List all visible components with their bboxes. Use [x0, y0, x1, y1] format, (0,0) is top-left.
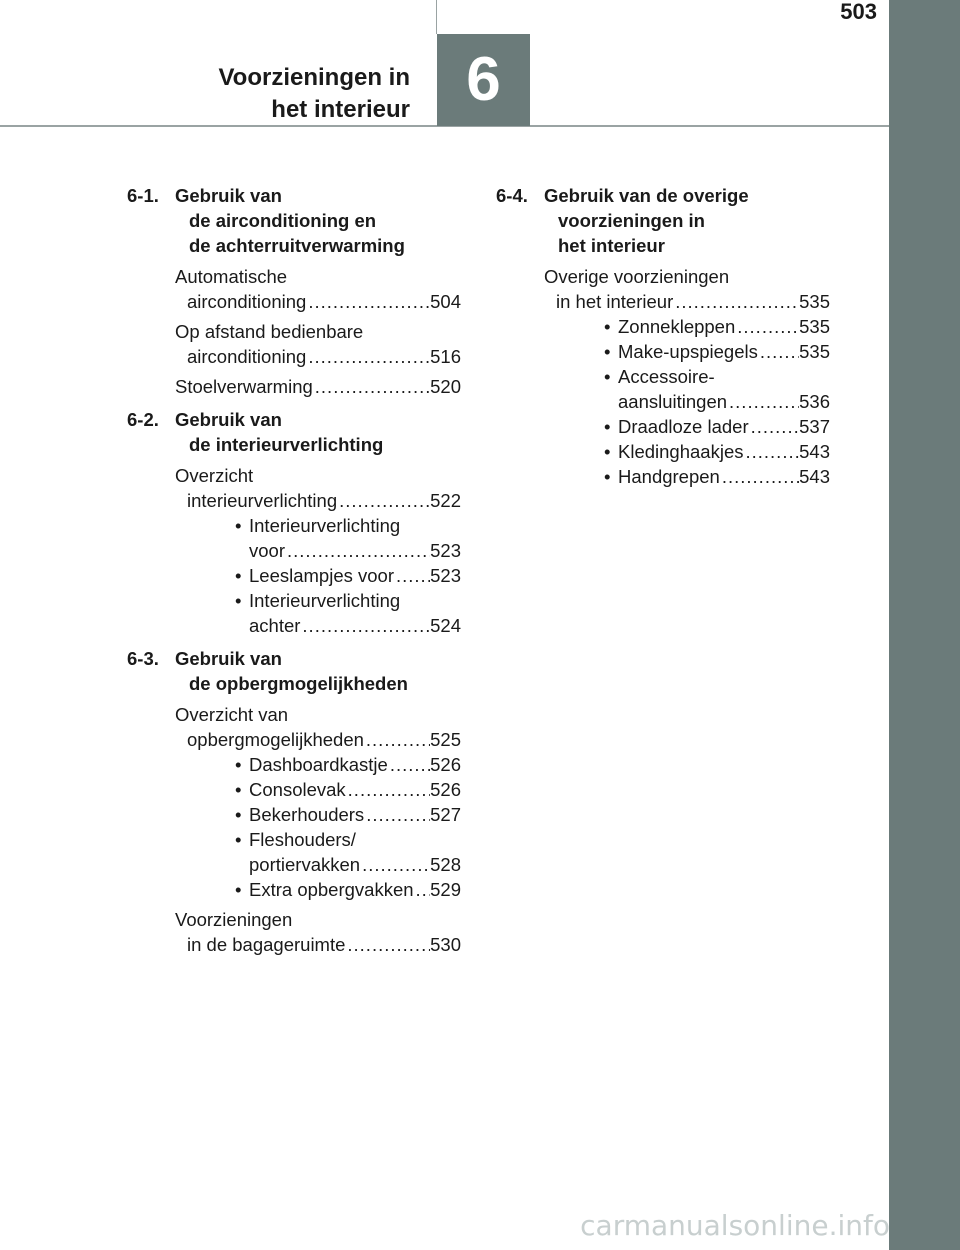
section-heading: [496, 183, 830, 258]
toc-line: [235, 802, 461, 827]
leader-dots: [735, 314, 799, 339]
bullet-icon: •: [235, 804, 242, 825]
section-number: 6-2.: [127, 409, 159, 430]
leader-dots: [673, 289, 799, 314]
toc-section: [127, 407, 461, 638]
leader-dots: [346, 777, 430, 802]
page-ref[interactable]: 523: [430, 540, 461, 561]
toc-subentry[interactable]: [235, 513, 461, 563]
bullet-icon: •: [604, 441, 611, 462]
toc-section: [496, 183, 830, 489]
leader-dots: [388, 752, 430, 777]
toc-line: [235, 777, 461, 802]
toc-line: [235, 588, 461, 613]
toc-line: [544, 264, 830, 289]
toc-subentry[interactable]: [235, 777, 461, 802]
bullet-icon: •: [235, 754, 242, 775]
page-ref[interactable]: 526: [430, 754, 461, 775]
toc-text: Extra opbergvakken: [249, 879, 414, 900]
toc-subentry[interactable]: [235, 588, 461, 638]
toc-text: Op afstand bedienbare: [175, 321, 364, 342]
toc-text: achter: [249, 615, 301, 636]
toc-text: Automatische: [175, 266, 288, 287]
page-ref[interactable]: 526: [430, 779, 461, 800]
page-ref[interactable]: 527: [430, 804, 461, 825]
toc-text: Overzicht: [175, 465, 254, 486]
section-heading: [127, 646, 461, 696]
toc-line: [175, 289, 461, 314]
page-ref[interactable]: 530: [430, 934, 461, 955]
toc-text: Interieurverlichting: [249, 590, 401, 611]
page-ref[interactable]: 523: [430, 565, 461, 586]
toc-text: airconditioning: [187, 346, 307, 367]
section-title-line: voorzieningen in: [558, 210, 705, 231]
toc-line: [604, 339, 830, 364]
page-ref[interactable]: 535: [799, 291, 830, 312]
toc-line: [604, 364, 830, 389]
bullet-icon: •: [235, 565, 242, 586]
toc-right-column: [496, 183, 830, 497]
toc-left-column: [127, 183, 461, 965]
leader-dots: [743, 439, 799, 464]
section-title-line: Gebruik van de overige: [544, 185, 749, 206]
toc-line: [235, 827, 461, 852]
section-heading: [127, 183, 461, 258]
leader-dots: [394, 563, 430, 588]
section-number: 6-1.: [127, 185, 159, 206]
bullet-icon: •: [235, 779, 242, 800]
toc-line: [235, 852, 461, 877]
leader-dots: [758, 339, 799, 364]
toc-line: [175, 932, 461, 957]
page-ref[interactable]: 528: [430, 854, 461, 875]
leader-dots: [364, 727, 430, 752]
toc-entry[interactable]: [175, 374, 461, 399]
toc-line: [235, 538, 461, 563]
toc-line: [235, 563, 461, 588]
page-ref[interactable]: 529: [430, 879, 461, 900]
page-ref[interactable]: 520: [430, 376, 461, 397]
toc-subentry[interactable]: [235, 827, 461, 877]
leader-dots: [720, 464, 799, 489]
toc-text: in de bagageruimte: [187, 934, 346, 955]
toc-line: [604, 389, 830, 414]
section-title-line: Gebruik van: [175, 648, 282, 669]
toc-text: airconditioning: [187, 291, 307, 312]
toc-text: opbergmogelijkheden: [187, 729, 364, 750]
chapter-title: [218, 62, 410, 126]
chapter-title-line1: Voorzieningen in: [218, 64, 410, 91]
toc-text: Stoelverwarming: [175, 376, 313, 397]
chapter-sidebar-tab: [889, 0, 960, 1250]
section-title: [544, 183, 749, 258]
toc-text: aansluitingen: [618, 391, 728, 412]
chapter-number-box: 6: [437, 34, 530, 126]
leader-dots: [414, 877, 431, 902]
toc-line: [175, 488, 461, 513]
leader-dots: [727, 389, 799, 414]
leader-dots: [364, 802, 430, 827]
leader-dots: [313, 374, 430, 399]
toc-text: Accessoire-: [618, 366, 715, 387]
bullet-icon: •: [235, 590, 242, 611]
section-title-line: de achterruitverwarming: [189, 235, 405, 256]
page-ref[interactable]: 535: [799, 341, 830, 362]
bullet-icon: •: [604, 341, 611, 362]
toc-subentry[interactable]: [604, 464, 830, 489]
toc-text: Dashboardkastje: [249, 754, 388, 775]
toc-subentry[interactable]: [604, 439, 830, 464]
toc-line: [235, 513, 461, 538]
toc-subentry[interactable]: [235, 802, 461, 827]
toc-text: portiervakken: [249, 854, 361, 875]
section-title-line: Gebruik van: [175, 409, 282, 430]
leader-dots: [749, 414, 800, 439]
toc-text: Handgrepen: [618, 466, 720, 487]
toc-text: in het interieur: [556, 291, 674, 312]
toc-subentry[interactable]: [604, 364, 830, 414]
toc-text: Leeslampjes voor: [249, 565, 394, 586]
bullet-icon: •: [604, 466, 611, 487]
toc-line: [175, 344, 461, 369]
toc-text: voor: [249, 540, 285, 561]
toc-entry[interactable]: [175, 702, 461, 902]
toc-line: [175, 463, 461, 488]
leader-dots: [285, 538, 430, 563]
toc-line: [604, 464, 830, 489]
toc-entry[interactable]: [175, 463, 461, 638]
toc-line: [235, 613, 461, 638]
toc-text: Kledinghaakjes: [618, 441, 744, 462]
toc-line: [235, 877, 461, 902]
toc-line: [175, 264, 461, 289]
toc-subentry[interactable]: [235, 752, 461, 777]
page-ref[interactable]: 535: [799, 316, 830, 337]
bullet-icon: •: [604, 316, 611, 337]
toc-line: [544, 289, 830, 314]
section-title: [175, 407, 383, 457]
toc-text: Zonnekleppen: [618, 316, 736, 337]
page-ref[interactable]: 516: [430, 346, 461, 367]
toc-text: interieurverlichting: [187, 490, 338, 511]
toc-line: [604, 414, 830, 439]
page-ref[interactable]: 504: [430, 291, 461, 312]
page-ref[interactable]: 536: [799, 391, 830, 412]
leader-dots: [306, 289, 430, 314]
bullet-icon: •: [235, 515, 242, 536]
page-ref[interactable]: 537: [799, 416, 830, 437]
toc-line: [235, 752, 461, 777]
toc-line: [175, 727, 461, 752]
section-heading: [127, 407, 461, 457]
bullet-icon: •: [235, 829, 242, 850]
toc-text: Consolevak: [249, 779, 346, 800]
toc-entry[interactable]: [175, 907, 461, 957]
bullet-icon: •: [235, 879, 242, 900]
toc-subentry[interactable]: [235, 877, 461, 902]
section-title: [175, 183, 405, 258]
leader-dots: [337, 488, 430, 513]
toc-text: Make-upspiegels: [618, 341, 758, 362]
toc-line: [175, 702, 461, 727]
page-number: 503: [840, 0, 877, 24]
toc-text: Fleshouders/: [249, 829, 356, 850]
toc-subentry[interactable]: [604, 314, 830, 339]
leader-dots: [306, 344, 430, 369]
leader-dots: [345, 932, 430, 957]
toc-line: [175, 319, 461, 344]
chapter-title-line2: het interieur: [271, 96, 410, 123]
header-divider: [436, 0, 437, 34]
toc-entry[interactable]: [175, 319, 461, 369]
toc-entry[interactable]: [175, 264, 461, 314]
section-title-line: de opbergmogelijkheden: [189, 673, 408, 694]
toc-subentry[interactable]: [235, 563, 461, 588]
toc-section: [127, 646, 461, 957]
page-ref[interactable]: 543: [799, 441, 830, 462]
toc-text: Overige voorzieningen: [544, 266, 730, 287]
toc-entry[interactable]: [544, 264, 830, 489]
toc-section: [127, 183, 461, 399]
toc-subentry[interactable]: [604, 414, 830, 439]
bullet-icon: •: [604, 416, 611, 437]
watermark: carmanualsonline.info: [580, 1209, 890, 1242]
toc-text: Overzicht van: [175, 704, 289, 725]
toc-text: Voorzieningen: [175, 909, 293, 930]
toc-line: [604, 439, 830, 464]
page-ref[interactable]: 524: [430, 615, 461, 636]
toc-line: [175, 374, 461, 399]
page-ref[interactable]: 522: [430, 490, 461, 511]
page-ref[interactable]: 525: [430, 729, 461, 750]
toc-text: Interieurverlichting: [249, 515, 401, 536]
leader-dots: [300, 613, 430, 638]
section-number: 6-4.: [496, 185, 528, 206]
toc-line: [604, 314, 830, 339]
page-ref[interactable]: 543: [799, 466, 830, 487]
section-title-line: het interieur: [558, 235, 665, 256]
section-title-line: de airconditioning en: [189, 210, 377, 231]
leader-dots: [360, 852, 430, 877]
toc-line: [175, 907, 461, 932]
toc-subentry[interactable]: [604, 339, 830, 364]
section-title-line: de interieurverlichting: [189, 434, 384, 455]
section-title: [175, 646, 408, 696]
toc-text: Draadloze lader: [618, 416, 749, 437]
bullet-icon: •: [604, 366, 611, 387]
toc-text: Bekerhouders: [249, 804, 365, 825]
section-title-line: Gebruik van: [175, 185, 282, 206]
section-number: 6-3.: [127, 648, 159, 669]
